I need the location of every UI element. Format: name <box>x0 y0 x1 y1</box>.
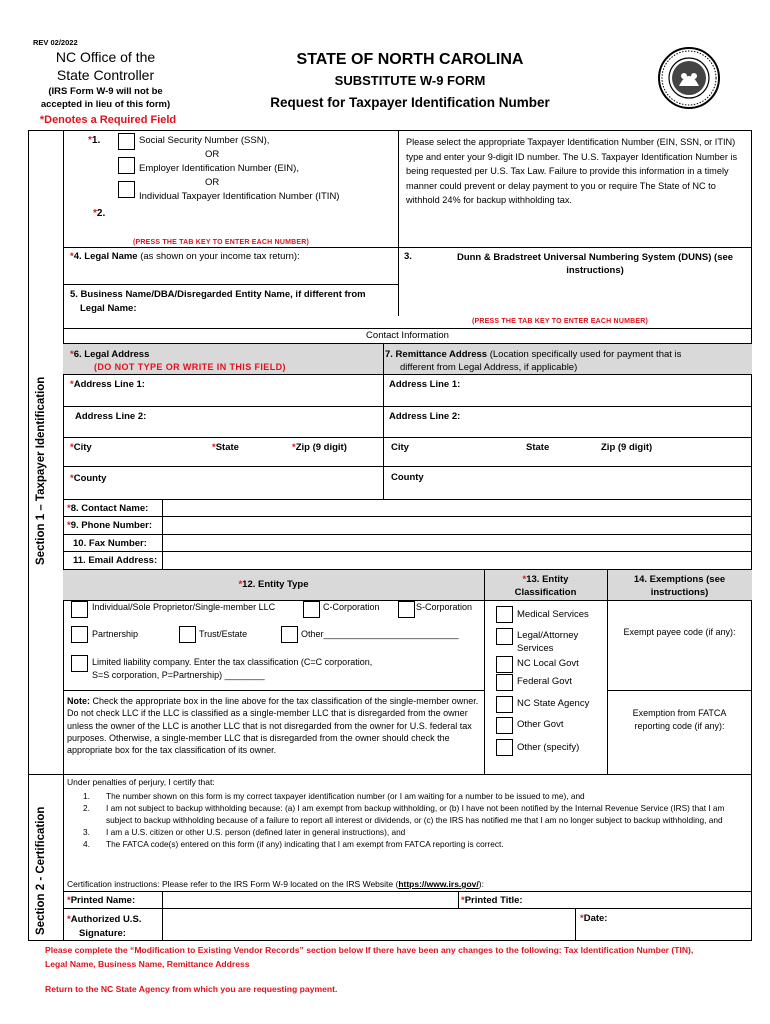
section2-label: Section 2 - Certification <box>35 806 47 935</box>
other-entity-label: Other___________________________ <box>301 629 459 639</box>
section1-label: Section 1 – Taxpayer Identification <box>35 376 47 565</box>
class-federal-checkbox[interactable] <box>496 674 513 691</box>
footer-notice: Please complete the “Modification to Existing Vendor Records” section below If there have been any changes to the following: Tax Identification Number (TIN), Legal Name, Business Name, Remittance Address <box>45 945 694 969</box>
printed-name-label: *Printed Name: <box>67 895 136 906</box>
remit-city-label: City <box>391 442 409 453</box>
legal-address-line2-label: Address Line 2: <box>75 411 147 422</box>
required-field-note: *Denotes a Required Field <box>39 114 177 126</box>
exemptions-header: 14. Exemptions (see instructions) <box>633 574 726 598</box>
tab-key-note-1: (PRESS THE TAB KEY TO ENTER EACH NUMBER) <box>133 239 310 246</box>
cert-instructions: Certification instructions: Please refer to the IRS Form W-9 located on the IRS Website (https://www.irs.gov/): <box>67 879 484 889</box>
tin-question-1: *1. <box>88 135 101 146</box>
irs-note <box>28 85 183 111</box>
legal-zip-label: *Zip (9 digit) <box>292 442 347 453</box>
sole-proprietor-label: Individual/Sole Proprietor/Single-member LLC <box>92 602 276 612</box>
office-line-2: State Controller <box>56 67 155 83</box>
class-nc-local-checkbox[interactable] <box>496 656 513 673</box>
itin-label: Individual Taxpayer Identification Number (ITIN) <box>139 191 340 202</box>
email-label: 11. Email Address: <box>73 555 158 566</box>
other-entity-checkbox[interactable] <box>281 626 298 643</box>
signature-label: *Authorized U.S. Signature: <box>67 914 142 939</box>
footer-return-note: Return to the NC State Agency from which you are requesting payment. <box>45 984 338 994</box>
class-other-govt-label: Other Govt <box>517 719 564 730</box>
office-line-1: NC Office of the <box>55 49 156 65</box>
itin-checkbox[interactable] <box>118 181 135 198</box>
printed-title-label: *Printed Title: <box>461 895 523 906</box>
c-corp-label: C-Corporation <box>323 602 380 612</box>
legal-name-label: *4. Legal Name (as shown on your income tax return): <box>70 251 300 262</box>
contact-info-header: Contact Information <box>366 330 449 341</box>
legal-address-label: *6. Legal Address <box>70 349 150 360</box>
class-legal-label: Legal/Attorney Services <box>517 630 579 654</box>
title-form: SUBSTITUTE W-9 FORM <box>334 73 486 88</box>
class-medical-checkbox[interactable] <box>496 606 513 623</box>
s-corp-checkbox[interactable] <box>398 601 415 618</box>
class-other-specify-label: Other (specify) <box>517 742 580 753</box>
cert-item: 4. The FATCA code(s) entered on this form (if any) indicating that I am exempt from FATCA reporting is correct. <box>83 839 504 849</box>
c-corp-checkbox[interactable] <box>303 601 320 618</box>
tin-question-2: *2. <box>93 208 106 219</box>
irs-website-link[interactable]: https://www.irs.gov/ <box>398 879 479 889</box>
contact-name-label: *8. Contact Name: <box>67 503 149 514</box>
legal-county-label: *County <box>70 473 107 484</box>
partnership-checkbox[interactable] <box>71 626 88 643</box>
class-nc-state-checkbox[interactable] <box>496 696 513 713</box>
cert-item: 1. The number shown on this form is my correct taxpayer identification number (or I am waiting for a number to be issued to me), and <box>83 791 585 801</box>
legal-city-label: *City <box>70 442 92 453</box>
irs-note-line-2: accepted in lieu of this form) <box>40 99 171 110</box>
ssn-checkbox[interactable] <box>118 133 135 150</box>
tin-instructions: Please select the appropriate Taxpayer Identification Number (EIN, SSN, or ITIN) type and enter your 9-digit ID number. The U.S. Taxpayer Identification Number is being requested per U.S. Tax Law. Failure to provide this information in a timely manner could prevent or delay payment to you or require The State of NC to withhold 24% for backup withholding tax. <box>406 137 738 205</box>
trust-estate-label: Trust/Estate <box>199 629 248 639</box>
duns-label: Dunn & Bradstreet Universal Numbering System (DUNS) (see instructions) <box>456 252 734 276</box>
cert-list <box>83 790 748 850</box>
do-not-type-note: (DO NOT TYPE OR WRITE IN THIS FIELD) <box>94 362 286 372</box>
class-nc-state-label: NC State Agency <box>517 698 590 709</box>
duns-number: 3. <box>404 251 412 262</box>
tab-key-note-2: (PRESS THE TAB KEY TO ENTER EACH NUMBER) <box>472 318 649 325</box>
entity-type-header: *12. Entity Type <box>238 579 309 590</box>
exempt-payee-label: Exempt payee code (if any): <box>623 627 736 637</box>
cert-intro: Under penalties of perjury, I certify that: <box>67 777 215 787</box>
entity-note: Note: Check the appropriate box in the line above for the tax classification of the single-member owner. Do not check LLC if the LLC is classified as a single-member LLC that is disregarded from the owner unless the owner of the LLC is another LLC that is not disregarded from the owner for U.S. federal tax purposes. Otherwise, a single-member LLC that is disregarded from the owner should check the appropriate box for the tax classification of its owner. <box>67 696 479 756</box>
s-corp-label: S-Corporation <box>416 602 473 612</box>
legal-address-line1-label: *Address Line 1: <box>70 379 145 390</box>
office-name <box>28 48 183 84</box>
remit-county-label: County <box>391 472 424 483</box>
remit-state-label: State <box>526 442 550 453</box>
form-title <box>220 50 600 114</box>
legal-state-label: *State <box>212 442 239 453</box>
class-other-specify-checkbox[interactable] <box>496 739 513 756</box>
remit-address-line2-label: Address Line 2: <box>389 411 461 422</box>
sole-proprietor-checkbox[interactable] <box>71 601 88 618</box>
remit-zip-label: Zip (9 digit) <box>601 442 653 453</box>
cert-item: 3. I am a U.S. citizen or other U.S. person (defined later in general instructions), and <box>83 827 406 837</box>
class-nc-local-label: NC Local Govt <box>517 658 579 669</box>
ssn-label: Social Security Number (SSN), <box>139 135 270 146</box>
trust-estate-checkbox[interactable] <box>179 626 196 643</box>
irs-note-line-1: (IRS Form W-9 will not be <box>48 86 163 97</box>
cert-item: 2. I am not subject to backup withholding because: (a) I am exempt from backup withholding, or (b) I have not been notified by the Internal Revenue Service (IRS) that I am subject to backup withholding because of a failure to report all interest or dividends, or (c) the IRS has notified me that I am no longer subject to backup withholding, and <box>83 803 725 825</box>
ein-checkbox[interactable] <box>118 157 135 174</box>
date-label: *Date: <box>580 913 608 924</box>
llc-label: Limited liability company. Enter the tax classification (C=C corporation, S=S corporation, P=Partnership) ________ <box>92 657 373 680</box>
class-legal-checkbox[interactable] <box>496 628 513 645</box>
llc-checkbox[interactable] <box>71 655 88 672</box>
partnership-label: Partnership <box>92 629 139 639</box>
business-name-label: 5. Business Name/DBA/Disregarded Entity Name, if different from Legal Name: <box>70 289 366 314</box>
ein-label: Employer Identification Number (EIN), <box>139 163 299 174</box>
class-federal-label: Federal Govt <box>517 676 572 687</box>
class-medical-label: Medical Services <box>517 609 589 620</box>
remittance-address-label: 7. Remittance Address (Location specifically used for payment that is different from Legal Address, if applicable) <box>385 349 682 373</box>
or-label-2: OR <box>205 177 220 188</box>
fax-label: 10. Fax Number: <box>73 538 147 549</box>
revision-label: REV 02/2022 <box>33 38 78 47</box>
fatca-label: Exemption from FATCA reporting code (if any): <box>632 708 727 731</box>
state-seal-icon <box>657 46 721 110</box>
class-other-govt-checkbox[interactable] <box>496 717 513 734</box>
remit-address-line1-label: Address Line 1: <box>389 379 461 390</box>
phone-label: *9. Phone Number: <box>67 520 152 531</box>
or-label-1: OR <box>205 149 220 160</box>
entity-classification-header: *13. Entity Classification <box>514 574 577 598</box>
title-state: STATE OF NORTH CAROLINA <box>296 51 524 68</box>
title-request: Request for Taxpayer Identification Number <box>270 95 550 110</box>
